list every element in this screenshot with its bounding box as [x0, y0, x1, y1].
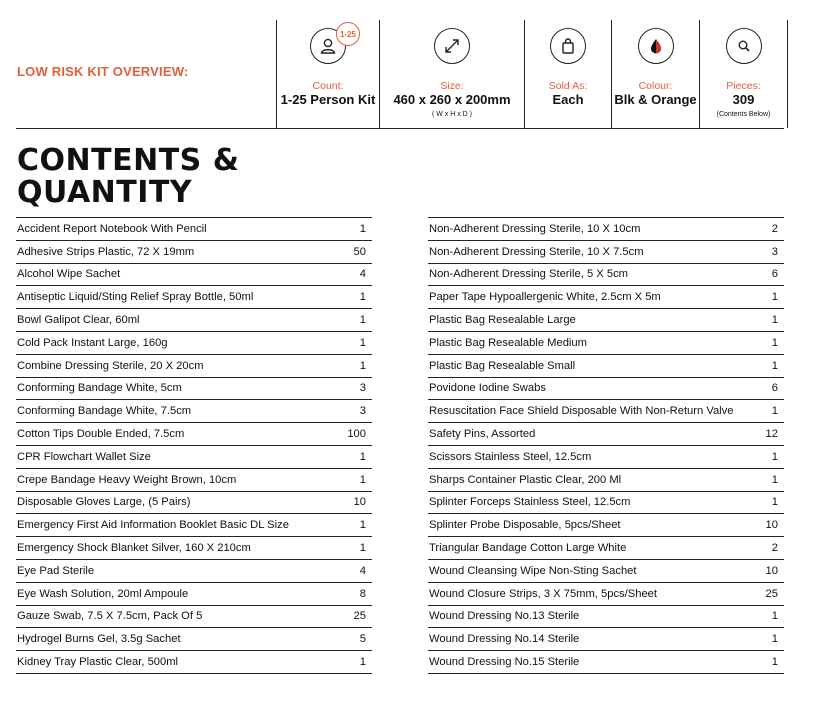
item-quantity: 1 [359, 222, 366, 235]
list-item [16, 355, 372, 378]
item-quantity: 8 [359, 587, 366, 600]
item-quantity: 100 [347, 428, 366, 441]
item-quantity: 1 [359, 542, 366, 555]
list-item [16, 446, 372, 469]
item-name: Emergency Shock Blanket Silver, 160 X 210cm [17, 542, 251, 555]
item-quantity: 6 [771, 268, 778, 281]
list-item [428, 332, 784, 355]
spec-sub: ( W x H x D ) [431, 111, 473, 118]
list-item [16, 492, 372, 515]
spec-label: Sold As: [548, 80, 588, 92]
item-quantity: 1 [771, 610, 778, 623]
list-item [428, 264, 784, 287]
item-name: Plastic Bag Resealable Medium [429, 336, 587, 349]
item-name: Wound Closure Strips, 3 X 75mm, 5pcs/Sheet [429, 587, 657, 600]
spec-label: Size: [440, 80, 464, 92]
item-quantity: 1 [771, 656, 778, 669]
spec-value: Each [552, 92, 584, 107]
list-item [16, 628, 372, 651]
item-quantity: 10 [765, 519, 778, 532]
header-divider [16, 128, 784, 129]
item-quantity: 1 [771, 450, 778, 463]
item-name: Emergency First Aid Information Booklet Basic DL Size [17, 519, 289, 532]
item-quantity: 1 [771, 336, 778, 349]
list-item [428, 606, 784, 629]
list-item [16, 378, 372, 401]
item-name: Non-Adherent Dressing Sterile, 10 X 10cm [429, 222, 641, 235]
item-name: Wound Dressing No.14 Sterile [429, 633, 580, 646]
item-quantity: 1 [771, 473, 778, 486]
spec-size [380, 20, 525, 128]
item-quantity: 1 [359, 473, 366, 486]
list-item [428, 628, 784, 651]
item-quantity: 1 [359, 336, 366, 349]
list-item [16, 218, 372, 241]
item-quantity: 1 [359, 519, 366, 532]
item-name: Non-Adherent Dressing Sterile, 5 X 5cm [429, 268, 628, 281]
item-quantity: 1 [771, 359, 778, 372]
item-name: Combine Dressing Sterile, 20 X 20cm [17, 359, 204, 372]
item-quantity: 2 [771, 222, 778, 235]
item-name: Kidney Tray Plastic Clear, 500ml [17, 656, 179, 669]
contents-list-left [16, 217, 372, 674]
magnifier-icon [726, 28, 762, 64]
item-name: Safety Pins, Assorted [429, 428, 536, 441]
list-item [16, 560, 372, 583]
spec-label: Pieces: [726, 80, 761, 92]
spec-sold-as [525, 20, 612, 128]
item-quantity: 3 [359, 405, 366, 418]
spec-label: Colour: [638, 80, 673, 92]
item-quantity: 4 [359, 268, 366, 281]
list-item [428, 583, 784, 606]
spec-value: 309 [732, 92, 755, 107]
item-quantity: 2 [771, 542, 778, 555]
person-icon [310, 28, 356, 64]
item-quantity: 1 [359, 291, 366, 304]
list-item [16, 514, 372, 537]
spec-count [277, 20, 380, 128]
list-item [16, 606, 372, 629]
item-quantity: 1 [771, 633, 778, 646]
list-item [428, 241, 784, 264]
list-item [428, 537, 784, 560]
list-item [428, 469, 784, 492]
item-quantity: 25 [765, 587, 778, 600]
item-name: Cotton Tips Double Ended, 7.5cm [17, 428, 185, 441]
list-item [428, 423, 784, 446]
item-quantity: 4 [359, 564, 366, 577]
spec-value: 460 x 260 x 200mm [393, 92, 511, 107]
item-quantity: 10 [353, 496, 366, 509]
resize-arrow-icon [434, 28, 470, 64]
item-quantity: 10 [765, 564, 778, 577]
spec-table [276, 20, 785, 128]
spec-value: 1-25 Person Kit [280, 92, 376, 107]
bag-icon [550, 28, 586, 64]
item-name: Wound Dressing No.15 Sterile [429, 656, 580, 669]
contents-list-right [428, 217, 784, 674]
list-item [428, 492, 784, 515]
item-quantity: 1 [771, 405, 778, 418]
item-name: Conforming Bandage White, 5cm [17, 382, 182, 395]
item-quantity: 25 [353, 610, 366, 623]
item-quantity: 1 [359, 450, 366, 463]
list-item [428, 400, 784, 423]
item-name: Non-Adherent Dressing Sterile, 10 X 7.5cm [429, 245, 644, 258]
item-name: Wound Cleansing Wipe Non-Sting Sachet [429, 564, 637, 577]
list-item [428, 286, 784, 309]
item-name: Hydrogel Burns Gel, 3.5g Sachet [17, 633, 181, 646]
list-item [16, 241, 372, 264]
item-name: Eye Wash Solution, 20ml Ampoule [17, 587, 189, 600]
item-name: Splinter Forceps Stainless Steel, 12.5cm [429, 496, 631, 509]
drop-icon [638, 28, 674, 64]
item-name: Resuscitation Face Shield Disposable With Non-Return Valve [429, 405, 734, 418]
item-name: Paper Tape Hypoallergenic White, 2.5cm X 5m [429, 291, 661, 304]
list-item [16, 286, 372, 309]
list-item [428, 309, 784, 332]
item-quantity: 6 [771, 382, 778, 395]
item-name: Povidone Iodine Swabs [429, 382, 546, 395]
item-name: Crepe Bandage Heavy Weight Brown, 10cm [17, 473, 237, 486]
list-item [428, 355, 784, 378]
item-name: Adhesive Strips Plastic, 72 X 19mm [17, 245, 195, 258]
item-name: Cold Pack Instant Large, 160g [17, 336, 168, 349]
item-name: Antiseptic Liquid/Sting Relief Spray Bottle, 50ml [17, 291, 254, 304]
list-item [16, 651, 372, 674]
list-item [16, 400, 372, 423]
list-item [428, 651, 784, 674]
item-name: Accident Report Notebook With Pencil [17, 222, 207, 235]
spec-colour [612, 20, 700, 128]
list-item [16, 537, 372, 560]
list-item [16, 423, 372, 446]
item-quantity: 1 [771, 314, 778, 327]
spec-value: Blk & Orange [614, 92, 697, 107]
item-quantity: 1 [359, 656, 366, 669]
list-item [16, 583, 372, 606]
item-name: Disposable Gloves Large, (5 Pairs) [17, 496, 191, 509]
item-name: Scissors Stainless Steel, 12.5cm [429, 450, 592, 463]
item-name: Plastic Bag Resealable Large [429, 314, 576, 327]
item-quantity: 12 [765, 428, 778, 441]
item-name: Alcohol Wipe Sachet [17, 268, 121, 281]
list-item [16, 469, 372, 492]
section-title: CONTENTS & QUANTITY [17, 143, 240, 210]
spec-pieces [700, 20, 788, 128]
item-quantity: 3 [359, 382, 366, 395]
item-quantity: 1 [359, 359, 366, 372]
item-name: Triangular Bandage Cotton Large White [429, 542, 627, 555]
item-quantity: 50 [353, 245, 366, 258]
item-quantity: 3 [771, 245, 778, 258]
kit-overview-title: LOW RISK KIT OVERVIEW: [17, 64, 189, 79]
item-name: Splinter Probe Disposable, 5pcs/Sheet [429, 519, 621, 532]
item-quantity: 1 [359, 314, 366, 327]
item-name: Eye Pad Sterile [17, 564, 95, 577]
list-item [428, 218, 784, 241]
list-item [16, 332, 372, 355]
list-item [428, 378, 784, 401]
item-name: Bowl Galipot Clear, 60ml [17, 314, 140, 327]
item-name: Plastic Bag Resealable Small [429, 359, 576, 372]
item-name: Sharps Container Plastic Clear, 200 Ml [429, 473, 622, 486]
count-badge: 1-25 [336, 22, 360, 46]
item-quantity: 1 [771, 291, 778, 304]
list-item [16, 264, 372, 287]
item-name: Conforming Bandage White, 7.5cm [17, 405, 192, 418]
spec-label: Count: [312, 80, 344, 92]
list-item [428, 560, 784, 583]
list-item [428, 446, 784, 469]
item-quantity: 5 [359, 633, 366, 646]
item-name: Gauze Swab, 7.5 X 7.5cm, Pack Of 5 [17, 610, 203, 623]
item-name: Wound Dressing No.13 Sterile [429, 610, 580, 623]
list-item [16, 309, 372, 332]
spec-sub: (Contents Below) [716, 111, 771, 118]
item-quantity: 1 [771, 496, 778, 509]
list-item [428, 514, 784, 537]
item-name: CPR Flowchart Wallet Size [17, 450, 151, 463]
